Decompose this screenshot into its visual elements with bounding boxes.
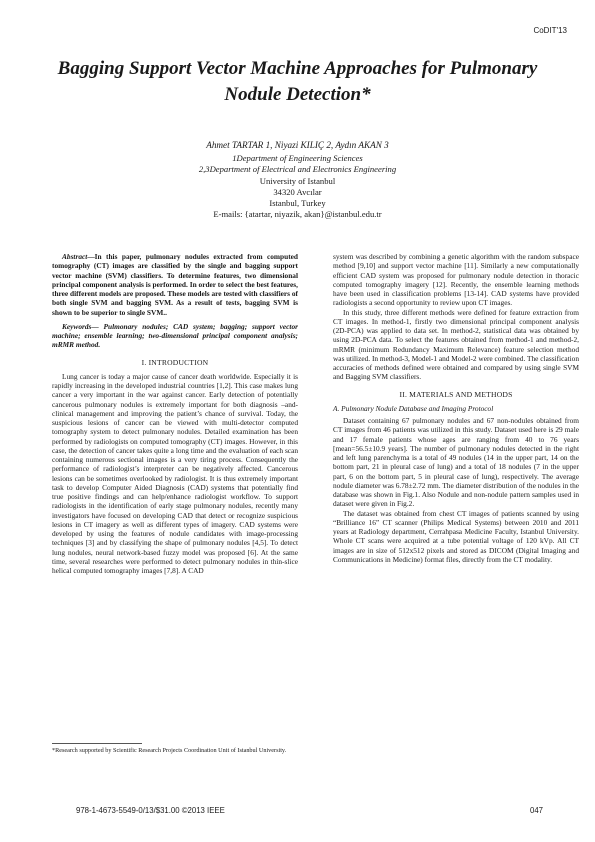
author-names: Ahmet TARTAR 1, Niyazi KILIÇ 2, Aydın AKAN 3 [206, 140, 389, 150]
footnote [52, 743, 298, 755]
abstract [52, 252, 298, 317]
methods-paragraph-1: Dataset containing 67 pulmonary nodules and 67 non-nodules obtained from CT images from 46 patients was utilized in this study. Dataset used here is 29 male and 17 female patients whose ages are ranging from 40 to 76 years [mean=56.5±10.9 years]. The number of pulmonary nodules detected in the right and left lung parenchyma is a total of 49 nodules (14 in the upper part, 14 on the bottom part, 21 in pleural case of lung) and a total of 18 nodules (7 in the upper part, 6 on the bottom part, 5 in pleural case of lung), respectively. The average nodule diameter was 6.78±2.72 mm. The diameter distribution of the nodules in the database was shown in Fig.1. Also Nodule and non-nodule pattern samples used in dataset were given in Fig.2. [333, 416, 579, 509]
footnote-text: *Research supported by Scientific Research Projects Coordination Unit of Istanbul University. [52, 747, 287, 754]
city: Istanbul, Turkey [269, 198, 326, 209]
subsection-heading-database: A. Pulmonary Nodule Database and Imaging Protocol [333, 403, 494, 413]
abstract-text: —In this paper, pulmonary nodules extracted from computed tomography (CT) images are classified by the single and bagging support vector machine (SVM) classifiers. To determine features, two dimensional principal component analysis is performed. In order to select the best features, three different models are proposed. These models are tested with classifiers of both single SVM and bagging SVM. As a result of tests, bagging SVM is shown to be superior to single SVM.. [52, 252, 298, 317]
methods-paragraph-2: The dataset was obtained from chest CT images of patients scanned by using “Brilliance 16” CT scanner (Philips Medical Systems) between 2010 and 2011 years at Radiology department, Cerrahpasa Medicine Faculty, Istanbul University. Whole CT scans were acquired at a tube potential voltage of 120 kVp. All CT images are in size of 512x512 pixels and stored as DICOM (Digital Imaging and Communications in Medicine) format files, directly from the CT modality. [333, 508, 579, 564]
introduction-paragraph-2: system was described by combining a genetic algorithm with the random subspace method [9,10] and support vector machine [11]. Similarly a new computationally efficient CAD system was proposed for pulmonary nodule detection in thoracic computed tomography imagery [12]. Recently, the ensemble learning methods have been used in classification problems [13-14]. CAD systems have provided radiologists a second opportunity to review upon CT images. [333, 252, 579, 308]
department-2: 2,3Department of Electrical and Electronics Engineering [198, 164, 397, 175]
section-heading-introduction: I. INTRODUCTION [141, 357, 209, 367]
keywords: Keywords— Pulmonary nodules; CAD system; bagging; support vector machine; ensemble learning; two-dimensional principal component analysis; mRMR method. [52, 321, 298, 350]
email-line: E-mails: {atartar, niyazik, akan}@istanbul.edu.tr [213, 209, 382, 220]
copyright-line: 978-1-4673-5549-0/13/$31.00 ©2013 IEEE [76, 806, 225, 815]
right-column [333, 252, 579, 564]
introduction-paragraph-1: Lung cancer is today a major cause of cancer death worldwide. Especially it is rapidly increasing in the developed industrial countries [1,2]. This case makes lung cancer a very important in the war against cancer. Early detection of potentially cancerous pulmonary nodules is extremely important for both diagnosis –and- clinical management and improving the patient’s chance of survival. Today, the suspicious lesions of cancer can be viewed with multi-detector computed tomography system to detect pulmonary nodules. Detailed examination has been performed by radiologists on computed tomography (CT) images. However, in this case, the detection of cancer takes quite a long time and the evaluation of each scan containing numerous sectional images is a very tiring process. Consequently the performance of radiologist’s interpreter can be negatively affected. Cancerous lesions can be sometimes overlooked by radiologist. It is thus extremely important task to develop Computer Aided Diagnosis (CAD) systems that potentially find true positive findings and can help/enhance radiologist workflow. To support radiologists in the identification of early stage pulmonary nodules, recently many investigators have focused on developing CAD that detect or recognize suspicious lesions in CT imagery as well as different types of imagery. CAD systems were developed by using the features of nodule candidates with image-processing techniques [3] and by classifying the shape of pulmonary nodules [4,5]. To detect lung nodules, neural network-based fuzzy model was proposed [6]. At the same time, several researches were performed to detect pulmonary nodules in thin-slice helical computed tomography images [7,8]. A CAD [52, 371, 298, 575]
postal-address: 34320 Avcılar [273, 186, 322, 197]
abstract-label: Abstract [62, 252, 88, 261]
author-block [60, 140, 535, 220]
university: University of Istanbul [259, 175, 336, 186]
conference-label: CoDIT'13 [533, 26, 567, 35]
department-1: 1Department of Engineering Sciences [232, 153, 363, 164]
introduction-paragraph-3: In this study, three different methods were defined for feature extraction from CT images. In method-1, firstly two dimensional principal component analysis (2D-PCA) was applied to data set. In method-2, statistical data was obtained by using 2D-PCA data. To select the features obtained from method-1 and method-2, mRMR (minimum Redundancy Maximum Relevance) feature selection method was utilized. In method-3, Model-1 and Model-2 were combined. The classification accuracies of methods defined were obtained and compared by using single SVM and Bagging SVM classifiers. [333, 307, 580, 382]
section-heading-methods: II. MATERIALS AND METHODS [399, 389, 513, 399]
paper-title: Bagging Support Vector Machine Approaches for Pulmonary Nodule Detection* [57, 58, 538, 105]
footnote-divider [52, 743, 142, 744]
page-number: 047 [529, 806, 543, 815]
left-column [52, 252, 298, 575]
